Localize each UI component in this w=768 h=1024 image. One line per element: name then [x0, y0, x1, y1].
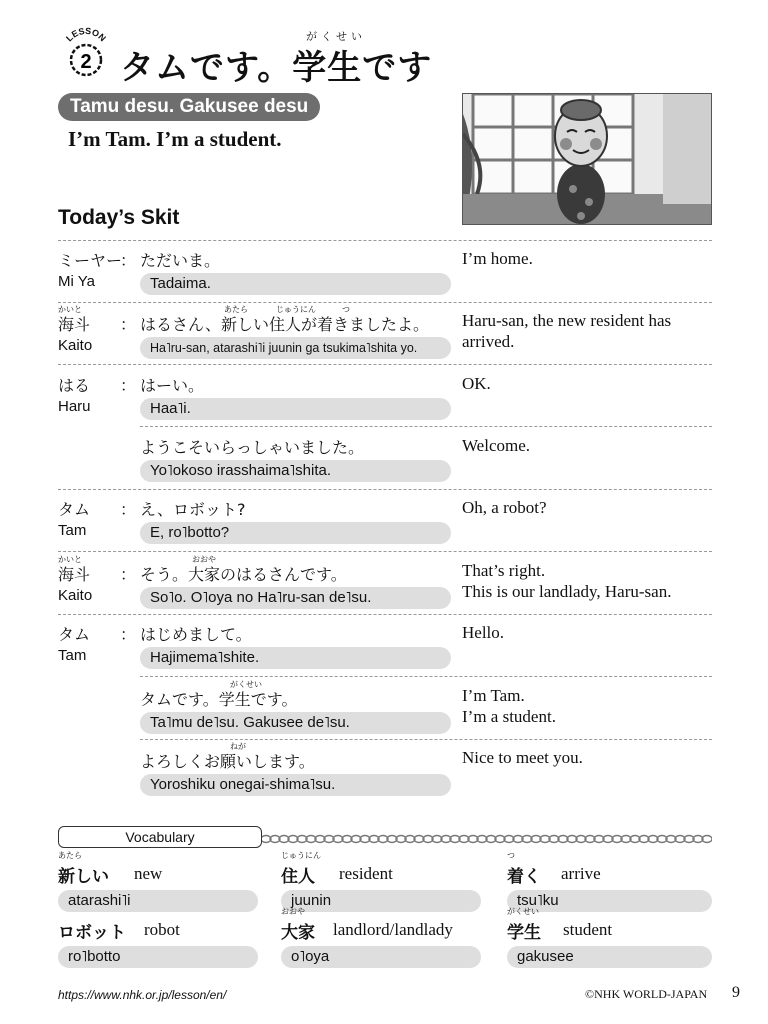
dialog-separator: [58, 551, 712, 552]
line-english: Nice to meet you.: [462, 748, 583, 767]
line-japanese: はるさん、新しい住人が着きましたよ。: [140, 315, 429, 334]
line-english: This is our landlady, Haru-san.: [462, 582, 672, 601]
line-japanese: ようこそいらっしゃいました。: [140, 438, 365, 457]
speaker-romaji: Kaito: [58, 337, 93, 354]
footer-url[interactable]: https://www.nhk.or.jp/lesson/en/: [58, 988, 227, 1002]
line-japanese: はーい。: [140, 376, 205, 395]
speaker-romaji: Kaito: [58, 587, 93, 604]
line-romaji: Haa˥i.: [140, 398, 451, 420]
word-ruby: ねが: [230, 742, 246, 751]
word-ruby: おおや: [192, 555, 216, 564]
dialog-separator: [58, 489, 712, 490]
line-japanese: そう。大家のはるさんです。: [140, 565, 347, 584]
vocab-english: new: [134, 864, 163, 883]
speaker-name: 海斗: [58, 565, 91, 584]
vocab-ruby: おおや: [281, 907, 305, 916]
line-romaji: Ha˥ru-san, atarashi˥i juunin ga tsukima˥shita yo.: [140, 337, 451, 359]
page-title: タムです。学生です: [120, 48, 433, 88]
speaker-name: タム: [58, 625, 91, 644]
word-ruby: あたら: [224, 305, 248, 314]
line-english: That’s right.: [462, 561, 546, 580]
title-english: I’m Tam. I’m a student.: [68, 127, 282, 151]
line-japanese: タムです。学生です。: [140, 690, 298, 709]
dialog-separator: [140, 676, 712, 677]
speaker-colon: ：: [120, 625, 137, 644]
speaker-name: ミーヤー: [58, 251, 123, 270]
word-ruby: じゅうにん: [276, 305, 316, 314]
line-english: Oh, a robot?: [462, 498, 547, 517]
svg-text:LESSON: [64, 26, 108, 44]
line-japanese: え、ロボット?: [140, 500, 246, 519]
line-english: Hello.: [462, 623, 505, 642]
vocab-japanese: 住人: [281, 867, 315, 887]
line-japanese: よろしくお願いします。: [140, 752, 315, 771]
line-english: I’m a student.: [462, 707, 556, 726]
speaker-ruby: かいと: [58, 305, 82, 314]
word-ruby: がくせい: [230, 680, 262, 689]
vocab-japanese: 着く: [507, 867, 541, 887]
dialog-separator: [58, 614, 712, 615]
vocab-romaji: ro˥botto: [58, 946, 258, 968]
line-romaji: So˥o. O˥oya no Ha˥ru-san de˥su.: [140, 587, 451, 609]
vocab-english: resident: [339, 864, 393, 883]
vocab-english: arrive: [561, 864, 601, 883]
skit-heading: Today’s Skit: [58, 206, 180, 229]
speaker-name: 海斗: [58, 315, 91, 334]
footer-copyright: ©NHK WORLD-JAPAN: [585, 987, 708, 1001]
vocab-ruby: がくせい: [507, 907, 539, 916]
speaker-colon: ：: [120, 251, 137, 270]
line-english: I’m Tam.: [462, 686, 525, 705]
line-romaji: Yoroshiku onegai-shima˥su.: [140, 774, 451, 796]
dialog-separator: [58, 364, 712, 365]
vocab-japanese: 学生: [507, 923, 541, 943]
dialog-separator: [140, 739, 712, 740]
speaker-romaji: Tam: [58, 647, 87, 664]
lesson-number: 2: [80, 51, 92, 73]
line-romaji: Tadaima.: [140, 273, 451, 295]
vocab-english: landlord/landlady: [333, 920, 453, 939]
line-romaji: Hajimema˥shite.: [140, 647, 451, 669]
vocab-ruby: あたら: [58, 851, 82, 860]
dialog-separator: [58, 302, 712, 303]
vocab-romaji: tsu˥ku: [507, 890, 712, 912]
line-romaji: E, ro˥botto?: [140, 522, 451, 544]
speaker-romaji: Mi Ya: [58, 273, 95, 290]
speaker-romaji: Tam: [58, 522, 87, 539]
vocab-english: robot: [144, 920, 180, 939]
line-romaji: Yo˥okoso irasshaima˥shita.: [140, 460, 451, 482]
lesson-badge: [58, 24, 114, 80]
title-ruby: がくせい: [306, 30, 366, 43]
vocab-english: student: [563, 920, 613, 939]
speaker-name: タム: [58, 500, 91, 519]
vocab-ruby: じゅうにん: [281, 851, 321, 860]
vocab-japanese: 新しい: [58, 867, 109, 887]
dialog-separator: [140, 426, 712, 427]
line-romaji: Ta˥mu de˥su. Gakusee de˥su.: [140, 712, 451, 734]
line-english: OK.: [462, 374, 491, 393]
vocab-romaji: o˥oya: [281, 946, 481, 968]
line-japanese: ただいま。: [140, 251, 221, 270]
decorative-chain: [262, 830, 712, 842]
line-english: Haru-san, the new resident has arrived.: [462, 311, 672, 351]
dialog-separator: [58, 240, 712, 241]
speaker-colon: ：: [120, 500, 137, 519]
speaker-colon: ：: [120, 376, 137, 395]
vocab-japanese: 大家: [281, 923, 315, 943]
word-ruby: つ: [342, 305, 350, 314]
title-romaji: Tamu desu. Gakusee desu: [58, 93, 320, 121]
vocab-japanese: ロボット: [58, 923, 126, 943]
vocabulary-label: Vocabulary: [58, 826, 262, 848]
speaker-colon: ：: [120, 315, 137, 334]
speaker-romaji: Haru: [58, 398, 91, 415]
line-english: Welcome.: [462, 436, 531, 455]
page-number: 9: [732, 984, 740, 1001]
vocab-ruby: つ: [507, 851, 515, 860]
vocab-romaji: gakusee: [507, 946, 712, 968]
robot-illustration: [462, 93, 712, 225]
lesson-label: LESSON: [64, 25, 108, 44]
vocab-romaji: juunin: [281, 890, 481, 912]
line-english: I’m home.: [462, 249, 533, 268]
line-japanese: はじめまして。: [140, 625, 252, 644]
speaker-ruby: かいと: [58, 555, 82, 564]
speaker-colon: ：: [120, 565, 137, 584]
vocab-romaji: atarashi˥i: [58, 890, 258, 912]
speaker-name: はる: [58, 376, 91, 395]
